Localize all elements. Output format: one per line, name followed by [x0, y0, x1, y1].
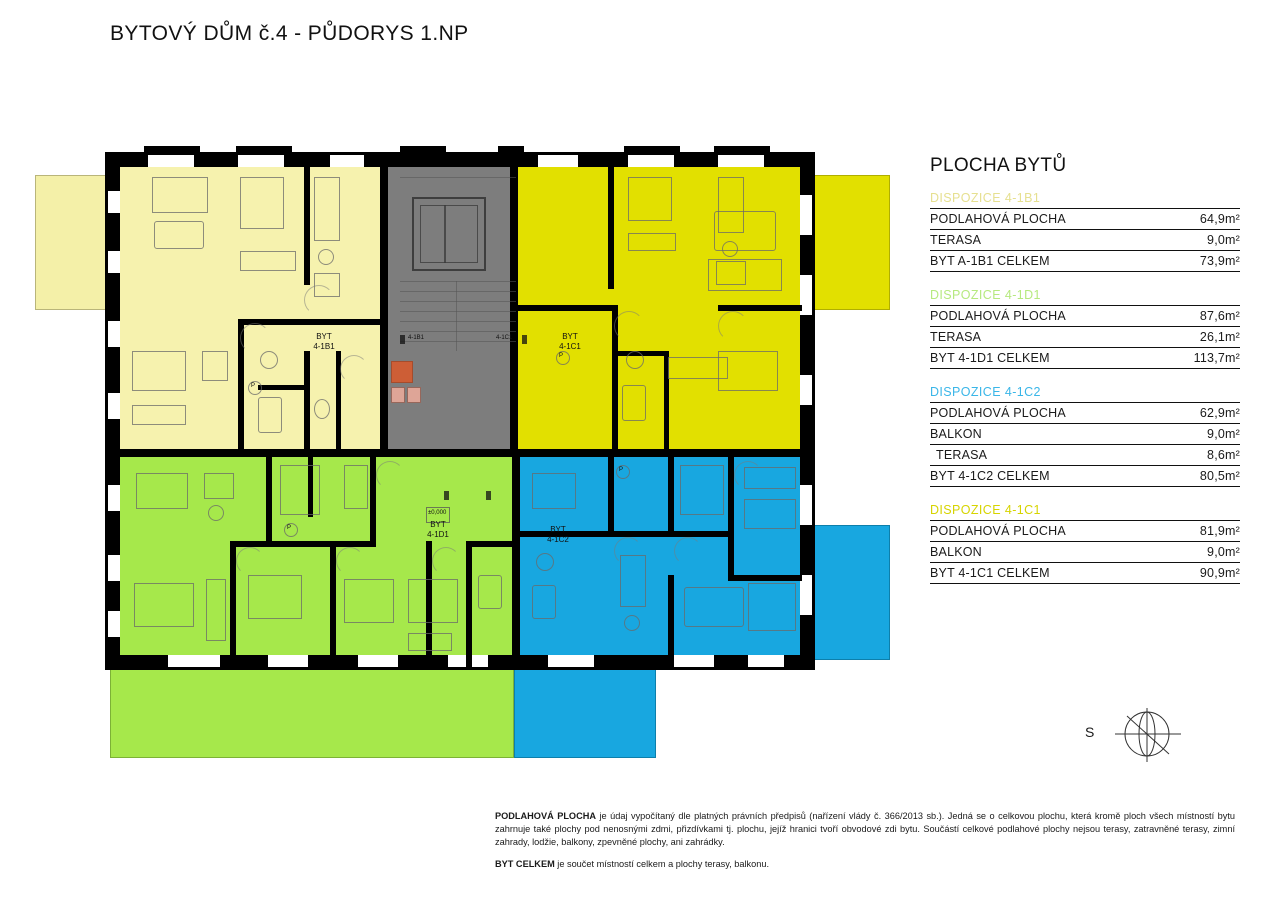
- unit-label-name: BYT: [316, 332, 332, 341]
- row-label: PODLAHOVÁ PLOCHA: [930, 406, 1066, 420]
- wall-mid-west: [120, 449, 384, 457]
- row-label: PODLAHOVÁ PLOCHA: [930, 524, 1066, 538]
- cooktop-c2: [624, 615, 640, 631]
- building-outline: [105, 152, 815, 670]
- row-label: PODLAHOVÁ PLOCHA: [930, 212, 1066, 226]
- stair-tread-8: [400, 177, 516, 178]
- row-label: TERASA: [936, 448, 988, 462]
- wall-b1-5: [304, 351, 310, 451]
- wall-core-west: [380, 167, 388, 457]
- wall-d1-1: [266, 457, 272, 547]
- wall-d1-3: [370, 457, 376, 547]
- wall-d1-9: [468, 541, 514, 547]
- row-value: 62,9m²: [1199, 406, 1240, 420]
- wall-b1-6: [258, 385, 308, 390]
- shaft-box-3: [407, 387, 421, 403]
- furniture-wardrobe-c1: [628, 233, 676, 251]
- wall-b1-2: [304, 319, 384, 325]
- row-value: 113,7m²: [1193, 351, 1240, 365]
- table-row: [930, 209, 1240, 230]
- row-label: BALKON: [930, 427, 982, 441]
- area-group-heading: DISPOZICE 4-1B1: [930, 191, 1240, 209]
- unit-label-name: BYT: [550, 525, 566, 534]
- wall-c2-2: [608, 457, 614, 537]
- furniture-bed2-c1: [718, 351, 778, 391]
- stair-tread-6: [400, 331, 516, 332]
- row-label: BYT 4-1C2 CELKEM: [930, 469, 1050, 483]
- window-n3: [330, 155, 364, 167]
- compass: [1085, 700, 1205, 770]
- furniture-desk-c2: [744, 499, 796, 529]
- unit-label-4-1c1: [540, 332, 600, 352]
- pillar-label-c2: P: [619, 467, 624, 473]
- furniture-bed2-b1: [132, 351, 186, 391]
- row-label: BYT 4-1D1 CELKEM: [930, 351, 1050, 365]
- window-s1: [168, 655, 220, 667]
- furniture-sofa-b1: [152, 177, 208, 213]
- window-n4: [538, 155, 578, 167]
- furniture-sofa-d1: [136, 473, 188, 509]
- wall-opening-w4: [108, 393, 120, 419]
- window-n5: [628, 155, 674, 167]
- stair-tread-5: [400, 321, 516, 322]
- kitchen-counter-d1: [204, 473, 234, 499]
- bay-north-3: [400, 146, 446, 155]
- furniture-bed3-d1: [344, 579, 394, 623]
- stair-tread-7: [400, 341, 516, 342]
- shaft-box-1: [391, 361, 413, 383]
- row-value: 90,9m²: [1199, 566, 1240, 580]
- bay-north-4: [498, 146, 524, 155]
- window-s7: [748, 655, 784, 667]
- shaft-box-2: [391, 387, 405, 403]
- level-marker-label: ±0,000: [428, 510, 447, 516]
- bay-north-1: [144, 146, 200, 155]
- cooktop-b1: [318, 249, 334, 265]
- row-label: BYT A-1B1 CELKEM: [930, 254, 1050, 268]
- row-label: BYT 4-1C1 CELKEM: [930, 566, 1050, 580]
- door-arc-2: [240, 323, 270, 353]
- area-group-4-1d1: [930, 288, 1240, 369]
- row-value: 73,9m²: [1199, 254, 1240, 268]
- wall-opening-e5: [800, 575, 812, 615]
- row-value: 26,1m²: [1199, 330, 1240, 344]
- bay-north-2: [236, 146, 292, 155]
- row-value: 8,6m²: [1207, 448, 1240, 462]
- table-row-total: [930, 466, 1240, 487]
- section-arrow-mid1: [444, 491, 449, 500]
- section-marker-left: 4-1B1: [408, 335, 425, 341]
- compass-south-label: S: [1085, 724, 1095, 740]
- wall-core-south: [380, 449, 518, 457]
- cooktop-d1: [208, 505, 224, 521]
- window-s5: [548, 655, 594, 667]
- door-arc-9: [432, 547, 460, 575]
- window-s3: [358, 655, 398, 667]
- wall-opening-w2: [108, 251, 120, 273]
- unit-label-code: 4-1D1: [427, 530, 449, 539]
- row-value: 80,5m²: [1199, 469, 1240, 483]
- furniture-table-c2: [684, 587, 744, 627]
- table-row: [930, 445, 1240, 466]
- table-row-total: [930, 348, 1240, 369]
- door-arc-12: [734, 461, 762, 489]
- footnote-text-1: je údaj vypočítaný dle platných právních předpisů (nařízení vlády č. 366/2013 sb.). Jedná se o celkovou plochu, která kromě ploch všech místností bytu zahrnuje také plochy pod nenosnými zdmi, přizdívkami tj. plochu, jejíž hranici tvoří obvodové zdi bytu. Součástí celkové podlahové plochy nejsou terasy, zatravněné terasy, zimní zahrady, lodžie, balkony, zpevněné plochy, ani zahrádky.: [495, 811, 1235, 847]
- row-value: 81,9m²: [1199, 524, 1240, 538]
- wc-b1: [314, 399, 330, 419]
- terrace-south: [514, 668, 656, 758]
- table-row-total: [930, 251, 1240, 272]
- wall-c1-2: [518, 305, 618, 311]
- furniture-sofa2-c2: [748, 583, 796, 631]
- terrace-southeast: [812, 525, 890, 660]
- furniture-bed-d1: [280, 465, 320, 515]
- unit-label-code: 4-1C2: [547, 535, 569, 544]
- table-row-total: [930, 563, 1240, 584]
- wall-d1-2: [266, 541, 376, 547]
- stair-tread-3: [400, 301, 516, 302]
- row-label: TERASA: [930, 330, 982, 344]
- wall-opening-w3: [108, 321, 120, 347]
- door-arc-7: [236, 547, 264, 575]
- furniture-bed-c1: [628, 177, 672, 221]
- area-group-heading: DISPOZICE 4-1C1: [930, 503, 1240, 521]
- table-row: [930, 521, 1240, 542]
- wall-core-east: [510, 167, 518, 457]
- wall-opening-w5: [108, 485, 120, 511]
- panel-title: PLOCHA BYTŮ: [930, 155, 1067, 176]
- section-arrow-right: [522, 335, 527, 344]
- lift-cabin: [420, 205, 478, 263]
- area-group-4-1b1: [930, 191, 1240, 272]
- furniture-bed-c2: [680, 465, 724, 515]
- door-arc-3: [340, 355, 368, 383]
- wall-b1-1: [304, 167, 310, 285]
- row-label: PODLAHOVÁ PLOCHA: [930, 309, 1066, 323]
- stair-stringer: [456, 281, 457, 351]
- bathtub-c1: [622, 385, 646, 421]
- footnote-paragraph-2: [495, 858, 1235, 871]
- door-arc-10: [614, 537, 642, 565]
- window-s6: [668, 655, 714, 667]
- bay-north-5: [624, 146, 680, 155]
- unit-label-name: BYT: [430, 520, 446, 529]
- wall-c2-4: [614, 531, 734, 537]
- table-row: [930, 230, 1240, 251]
- washbasin-c1: [626, 351, 644, 369]
- area-table-panel: [930, 155, 1240, 600]
- row-value: 87,6m²: [1199, 309, 1240, 323]
- wall-c2-7: [668, 575, 674, 667]
- door-arc-11: [674, 537, 702, 565]
- row-value: 9,0m²: [1207, 233, 1240, 247]
- furniture-table-b1: [154, 221, 204, 249]
- section-arrow-left: [400, 335, 405, 344]
- bathtub-b1: [258, 397, 282, 433]
- page-title: BYTOVÝ DŮM č.4 - PŮDORYS 1.NP: [110, 22, 469, 45]
- furniture-closet-d1: [344, 465, 368, 509]
- wall-north: [108, 155, 812, 167]
- table-row: [930, 542, 1240, 563]
- unit-label-code: 4-1C1: [559, 342, 581, 351]
- window-s2: [268, 655, 308, 667]
- furniture-bed-b1: [240, 177, 284, 229]
- unit-label-name: BYT: [562, 332, 578, 341]
- door-arc-1: [304, 285, 334, 315]
- furniture-sofa-c1: [714, 211, 776, 251]
- section-marker-right: 4-1C1: [496, 335, 513, 341]
- door-arc-5: [718, 311, 748, 341]
- area-group-4-1c2: [930, 385, 1240, 487]
- furniture-cabinet-b1: [240, 251, 296, 271]
- furniture-bed2-d1: [248, 575, 302, 619]
- furniture-wardrobe-d1: [408, 633, 452, 651]
- wall-opening-e1: [800, 195, 812, 235]
- area-group-4-1c1: [930, 503, 1240, 584]
- unit-label-4-1d1: [408, 520, 468, 540]
- furniture-bed4-d1: [408, 579, 458, 623]
- terrace-northeast: [812, 175, 890, 310]
- table-row: [930, 403, 1240, 424]
- unit-label-code: 4-1B1: [313, 342, 335, 351]
- stair-tread-2: [400, 291, 516, 292]
- row-value: 9,0m²: [1207, 427, 1240, 441]
- footnote-term-2: BYT CELKEM: [495, 859, 555, 869]
- pillar-label-d1: P: [287, 525, 292, 531]
- wall-c2-8: [728, 537, 734, 581]
- wall-opening-e3: [800, 375, 812, 405]
- window-n1: [148, 155, 194, 167]
- window-n6: [718, 155, 764, 167]
- kitchen-counter-b1: [314, 177, 340, 241]
- footnote-paragraph-1: [495, 810, 1235, 849]
- wall-c2-5: [728, 457, 734, 537]
- window-n2: [238, 155, 284, 167]
- wall-c2-3: [668, 457, 674, 537]
- pillar-label-b1: P: [251, 383, 256, 389]
- furniture-sofa-c2: [532, 473, 576, 509]
- wall-d1-10: [466, 541, 472, 667]
- wall-c1-1: [608, 167, 614, 289]
- bathtub-d1: [478, 575, 502, 609]
- row-value: 64,9m²: [1199, 212, 1240, 226]
- footnote-term-1: PODLAHOVÁ PLOCHA: [495, 811, 596, 821]
- floor-plan: [30, 140, 910, 770]
- row-label: BALKON: [930, 545, 982, 559]
- wall-opening-w6: [108, 555, 120, 581]
- table-row: [930, 306, 1240, 327]
- washbasin-c2: [536, 553, 554, 571]
- terrace-southwest: [110, 668, 514, 758]
- furniture-desk-b1: [202, 351, 228, 381]
- footnote-text-2: je součet místností celkem a plochy terasy, balkonu.: [554, 859, 770, 869]
- wall-opening-w7: [108, 611, 120, 637]
- bay-north-6: [714, 146, 770, 155]
- bathtub-c2: [532, 585, 556, 619]
- section-arrow-mid2: [486, 491, 491, 500]
- furniture-table-c1: [708, 259, 782, 291]
- wall-party-south: [512, 449, 520, 667]
- unit-label-4-1c2: [528, 525, 588, 545]
- compass-rose-icon: [1085, 700, 1195, 770]
- washbasin-b1: [260, 351, 278, 369]
- row-value: 9,0m²: [1207, 545, 1240, 559]
- pillar-label-c1: P: [559, 353, 564, 359]
- furniture-shelf-d1: [206, 579, 226, 641]
- terrace-northwest: [35, 175, 113, 310]
- lift-door-line: [444, 205, 446, 263]
- unit-label-4-1b1: [294, 332, 354, 352]
- furniture-wardrobe-b1: [132, 405, 186, 425]
- area-group-heading: DISPOZICE 4-1D1: [930, 288, 1240, 306]
- furniture-sofa2-d1: [134, 583, 194, 627]
- table-row: [930, 424, 1240, 445]
- wall-mid-east: [514, 449, 802, 457]
- wall-opening-w1: [108, 191, 120, 213]
- wall-c2-6: [728, 575, 802, 581]
- row-label: TERASA: [930, 233, 982, 247]
- door-arc-6: [376, 461, 404, 489]
- door-arc-4: [614, 311, 644, 341]
- table-row: [930, 327, 1240, 348]
- wall-opening-e4: [800, 485, 812, 525]
- area-group-heading: DISPOZICE 4-1C2: [930, 385, 1240, 403]
- door-arc-8: [336, 547, 364, 575]
- footnote: [495, 810, 1235, 880]
- stair-tread-1: [400, 281, 516, 282]
- stair-tread-4: [400, 311, 516, 312]
